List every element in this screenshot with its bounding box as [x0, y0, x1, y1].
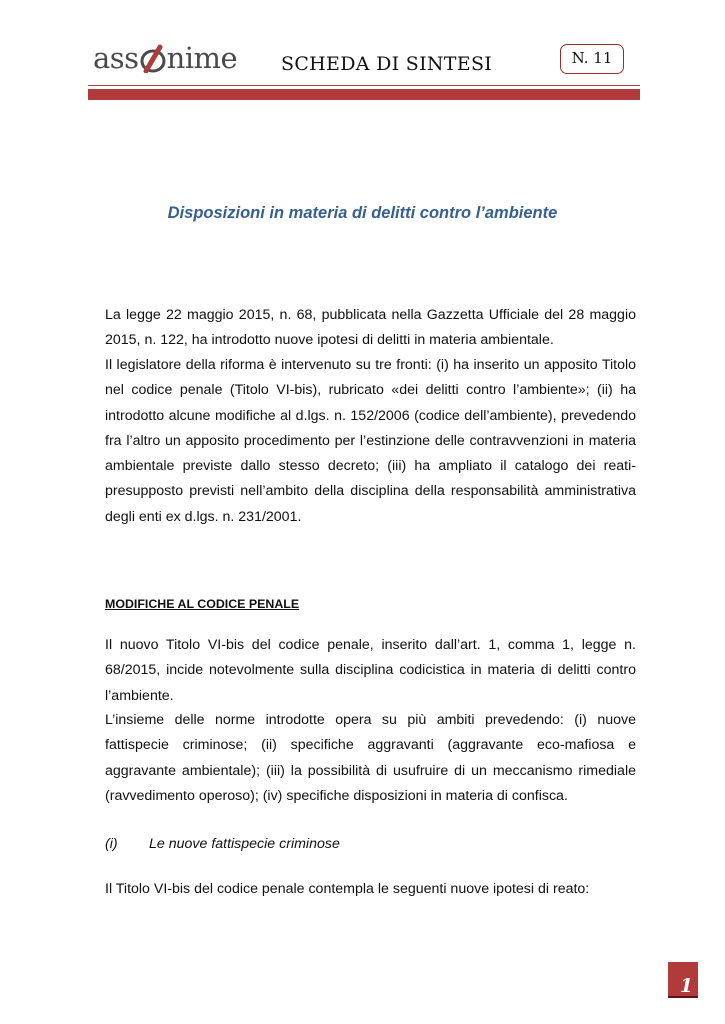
- intro-paragraph-2: Il legislatore della riforma è intervenuto su tre fronti: (i) ha inserito un apposito Titolo nel codice penale (Titolo VI-bis), rubricato «dei delitti contro l’ambiente»; (ii) ha introdotto alcune modifiche al d.lgs. n. 152/2006 (codice dell’ambiente), prevedendo fra l’altro un apposito procedimento per l’estinzione delle contravvenzioni in materia ambientale previste dallo stesso decreto; (iii) ha ampliato il catalogo dei reati-presupposto previsti nell’ambito della disciplina della responsabilità amministrativa degli enti ex d.lgs. n. 231/2001.: [105, 357, 636, 525]
- document-number-badge: N. 11: [560, 44, 624, 74]
- closing-paragraph: Il Titolo VI-bis del codice penale contempla le seguenti nuove ipotesi di reato:: [105, 881, 590, 897]
- page-number-badge: 1: [668, 962, 698, 998]
- header-divider-thick: [88, 89, 640, 100]
- header-title: SCHEDA DI SINTESI: [281, 53, 493, 75]
- subheading-text: Le nuove fattispecie criminose: [149, 836, 340, 852]
- logo-text-right: nime: [166, 41, 238, 75]
- logo-o-mark-icon: [140, 43, 166, 73]
- logo-text-left: ass: [93, 41, 139, 75]
- document-title: Disposizioni in materia di delitti contro l’ambiente: [167, 204, 558, 222]
- section-paragraph-1: Il nuovo Titolo VI-bis del codice penale, inserito dall’art. 1, comma 1, legge n. 68/2015, incide notevolmente sulla disciplina codicistica in materia di delitti contro l’ambiente.: [105, 637, 636, 704]
- section-paragraph-2: L’insieme delle norme introdotte opera su più ambiti prevedendo: (i) nuove fattispecie criminose; (ii) specifiche aggravanti (aggravante eco-mafiosa e aggravante ambientale); (iii) la possibilità di usufruire di un meccanismo rimediale (ravvedimento operoso); (iv) specifiche disposizioni in materia di confisca.: [105, 712, 636, 804]
- assonime-logo: [93, 40, 237, 76]
- section-heading: MODIFICHE AL CODICE PENALE: [105, 597, 300, 611]
- header-divider-thin: [88, 85, 640, 86]
- intro-paragraph-1: La legge 22 maggio 2015, n. 68, pubblicata nella Gazzetta Ufficiale del 28 maggio 2015, n. 122, ha introdotto nuove ipotesi di delitti in materia ambientale.: [105, 307, 636, 349]
- subheading: [105, 836, 340, 852]
- subheading-number: (i): [105, 836, 118, 852]
